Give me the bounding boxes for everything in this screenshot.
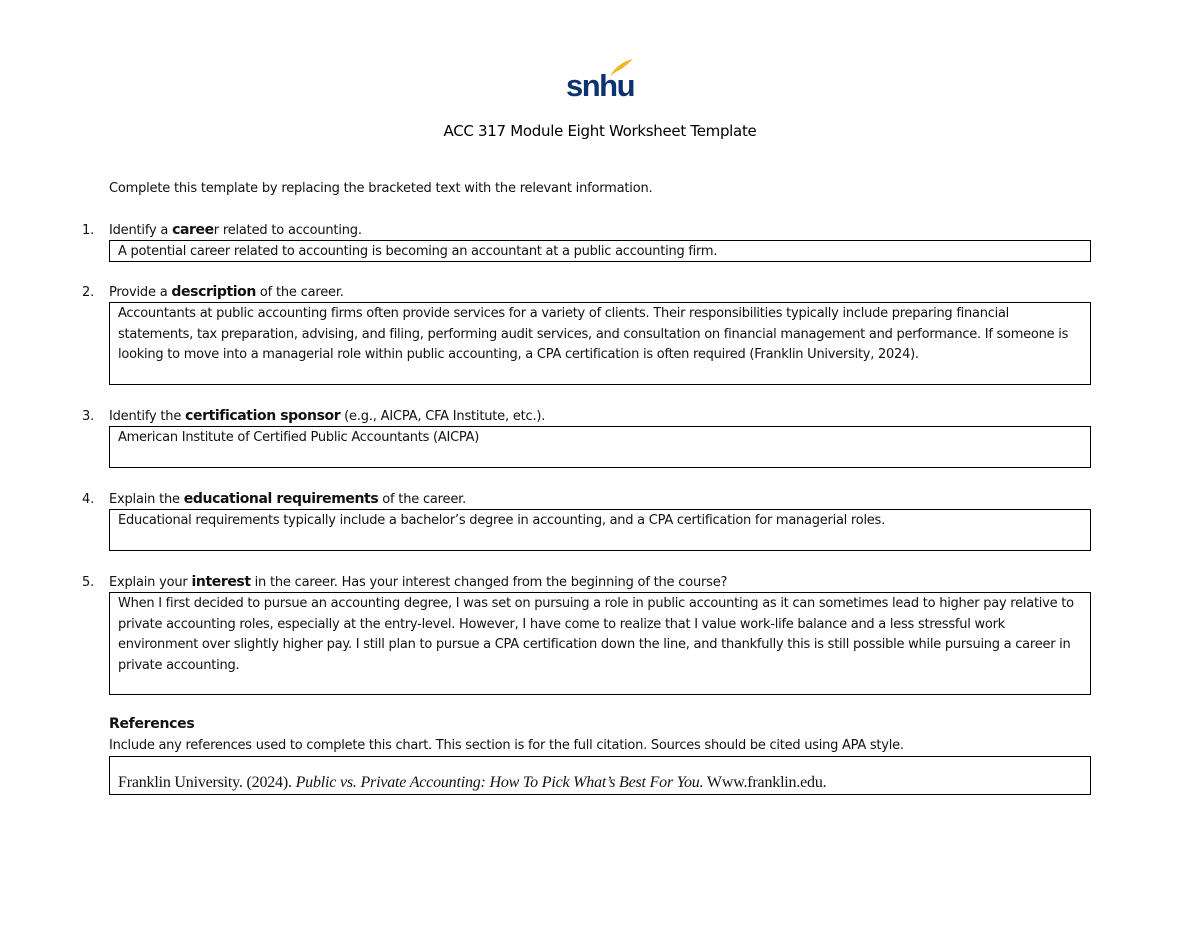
question-number: 1. [82,223,95,238]
answer-box-5[interactable]: When I first decided to pursue an accounting degree, I was set on pursuing a role in public accounting as it can sometimes lead to higher pay relative to private accounting roles, especially at the entry-level. However, I have come to realize that I value work-life balance and a less stressful work environment over slightly higher pay. I still plan to pursue a CPA certification down the line, and thankfully this is still possible while pursuing a career in private accounting. [109,592,1091,695]
answer-box-2[interactable]: Accountants at public accounting firms often provide services for a variety of clients. Their responsibilities typically include preparing financial statements, tax preparation, advising, and filing, performing audit services, and consultation on financial management and performance. If someone is looking to move into a managerial role within public accounting, a CPA certification is often required (Franklin University, 2024). [109,302,1091,385]
question-number: 4. [82,492,95,507]
page-title: ACC 317 Module Eight Worksheet Template [443,122,757,140]
question-text: of the career. [378,492,467,507]
question-text: r related to accounting. [213,223,362,238]
snhu-logo [566,58,636,104]
question-4 [82,491,466,507]
question-text: in the career. Has your interest changed from the beginning of the course? [250,575,728,590]
question-keyword: educational requirements [183,491,379,507]
question-5 [82,574,727,590]
answer-box-4[interactable]: Educational requirements typically include a bachelor’s degree in accounting, and a CPA certification for managerial roles. [109,509,1091,551]
question-1 [82,222,362,238]
question-2 [82,284,344,300]
question-keyword: caree [172,222,214,238]
question-text: Provide a [109,285,172,300]
question-keyword: description [171,284,256,300]
question-text: Explain your [109,575,192,590]
question-text: Explain the [109,492,184,507]
intro-text: Complete this template by replacing the bracketed text with the relevant information. [109,181,653,196]
citation-source: Www.franklin.edu. [703,774,827,791]
answer-box-1[interactable]: A potential career related to accounting is becoming an accountant at a public accounting firm. [109,240,1091,262]
question-number: 5. [82,575,95,590]
question-number: 3. [82,409,95,424]
question-3 [82,408,545,424]
logo-wordmark: snhu [566,68,635,103]
question-keyword: interest [191,574,251,590]
question-text: of the career. [255,285,344,300]
question-keyword: certification sponsor [185,408,341,424]
references-heading: References [109,716,195,732]
answer-box-3[interactable]: American Institute of Certified Public Accountants (AICPA) [109,426,1091,468]
question-text: (e.g., AICPA, CFA Institute, etc.). [340,409,546,424]
citation-author-year: Franklin University. (2024). [118,774,296,791]
citation-title: Public vs. Private Accounting: How To Pick What’s Best For You. [295,774,704,791]
question-text: Identify a [109,223,173,238]
question-number: 2. [82,285,95,300]
references-instructions: Include any references used to complete this chart. This section is for the full citation. Sources should be cited using APA style. [109,738,904,753]
reference-citation-box[interactable] [109,756,1091,795]
question-text: Identify the [109,409,186,424]
